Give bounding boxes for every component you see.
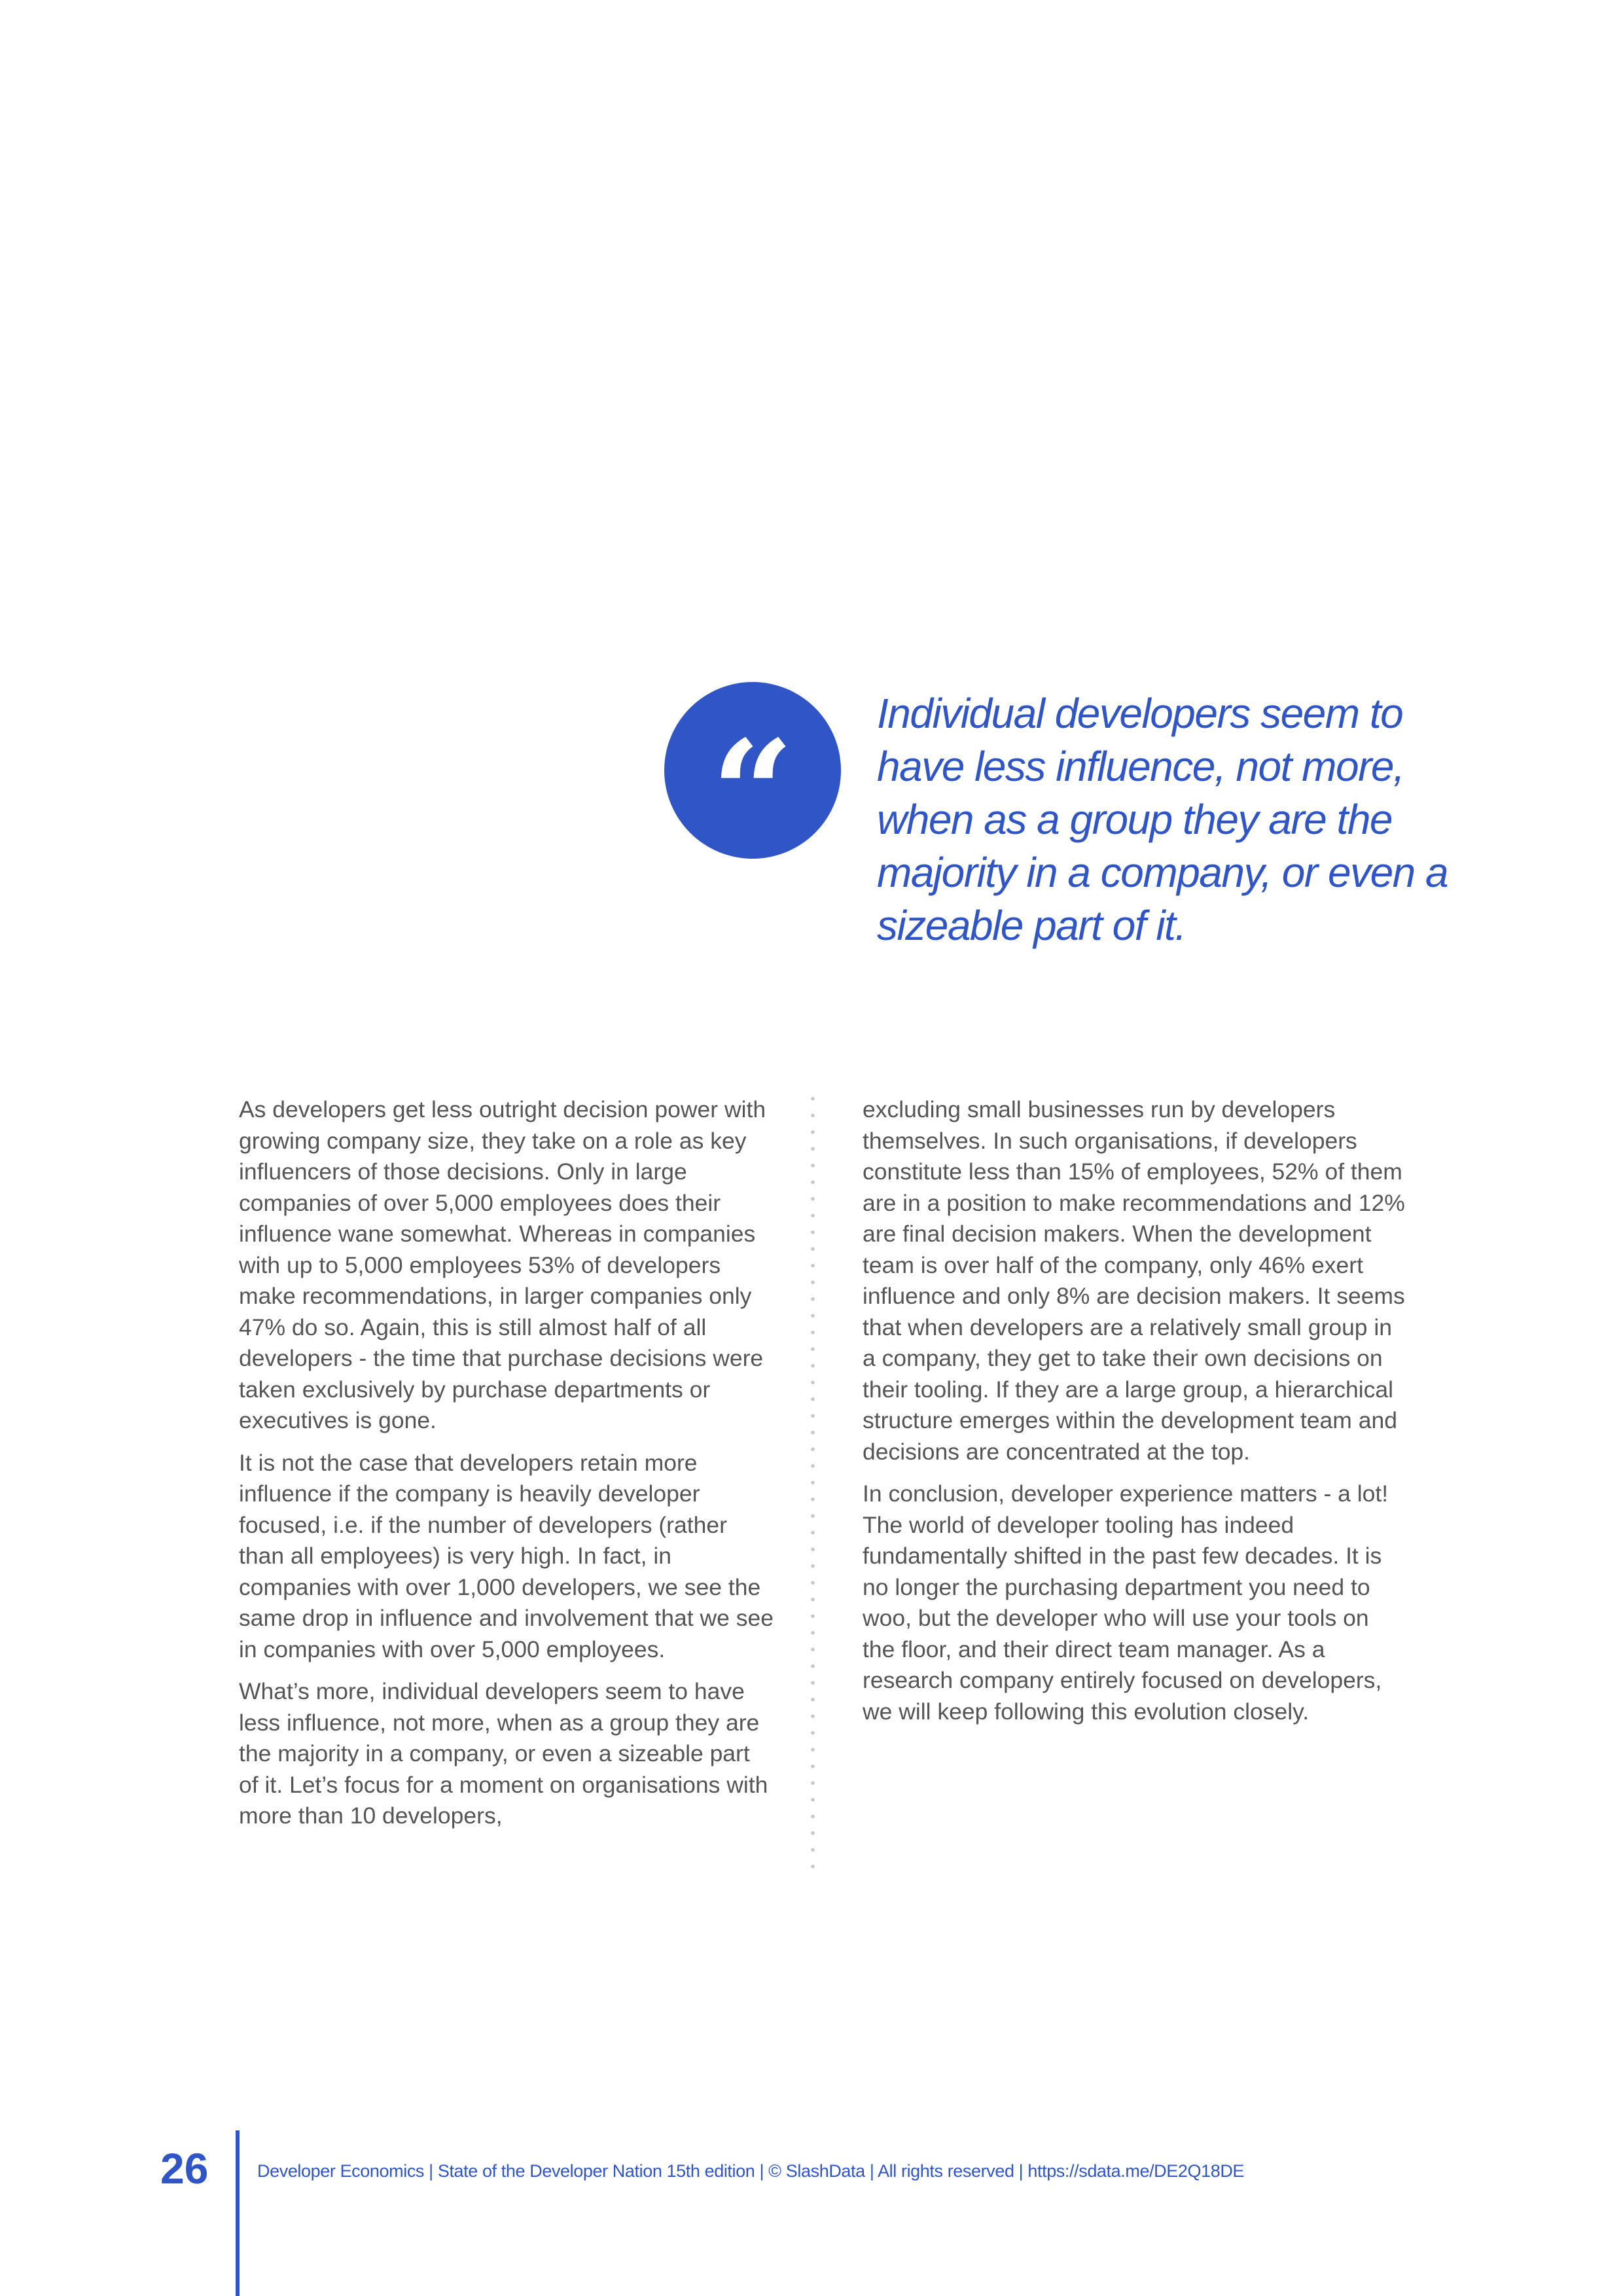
paragraph: excluding small businesses run by developers themselves. In such organisations, if developers constitute less than 15% of employees, 52% of them are in a position to make recommendations and 12% are final decision makers. When the development team is over half of the company, only 46% exert influence and only 8% are decision makers. It seems that when developers are a relatively small group in a company, they get to take their own decisions on their tooling. If they are a large group, a hierarchical structure emerges within the development team and decisions are concentrated at the top. xyxy=(863,1096,1405,1465)
paragraph: In conclusion, developer experience matters - a lot! The world of developer tooling has indeed fundamentally shifted in the past few decades. It is no longer the purchasing department you need to woo, but the developer who will use your tools on the floor, and their direct team manager. As a research company entirely focused on developers, we will keep following this evolution closely. xyxy=(863,1480,1389,1725)
body-column-left xyxy=(239,1094,776,1843)
pull-quote: Individual developers seem to have less influence, not more, when as a group they are the majority in a company, or even a sizeable part of it. xyxy=(877,690,1448,949)
paragraph: What’s more, individual developers seem to have less influence, not more, when as a group they are the majority in a company, or even a sizeable part of it. Let’s focus for a moment on organisations with more than 10 developers, xyxy=(239,1678,768,1829)
quote-circle xyxy=(664,682,841,878)
paragraph: As developers get less outright decision power with growing company size, they take on a role as key influencers of those decisions. Only in large companies of over 5,000 employees does their influence wane somewhat. Whereas in companies with up to 5,000 employees 53% of developers make recommendations, in larger companies only 47% do so. Again, this is still almost half of all developers - the time that purchase decisions were taken exclusively by purchase departments or executives is gone. xyxy=(239,1096,766,1433)
footer-text: Developer Economics | State of the Developer Nation 15th edition | © SlashData | All rights reserved | https://sdata.me/DE2Q18DE xyxy=(257,2161,1245,2181)
body-column-right xyxy=(863,1094,1406,1738)
column-divider xyxy=(810,1090,815,1869)
page-number: 26 xyxy=(160,2144,209,2193)
paragraph: It is not the case that developers retain more influence if the company is heavily developer focused, i.e. if the number of developers (rather than all employees) is very high. In fact, in companies with over 1,000 developers, we see the same drop in influence and involvement that we see in companies with over 5,000 employees. xyxy=(239,1449,774,1662)
quote-mark-icon: “ xyxy=(711,708,785,878)
footer-rule xyxy=(236,2130,240,2296)
